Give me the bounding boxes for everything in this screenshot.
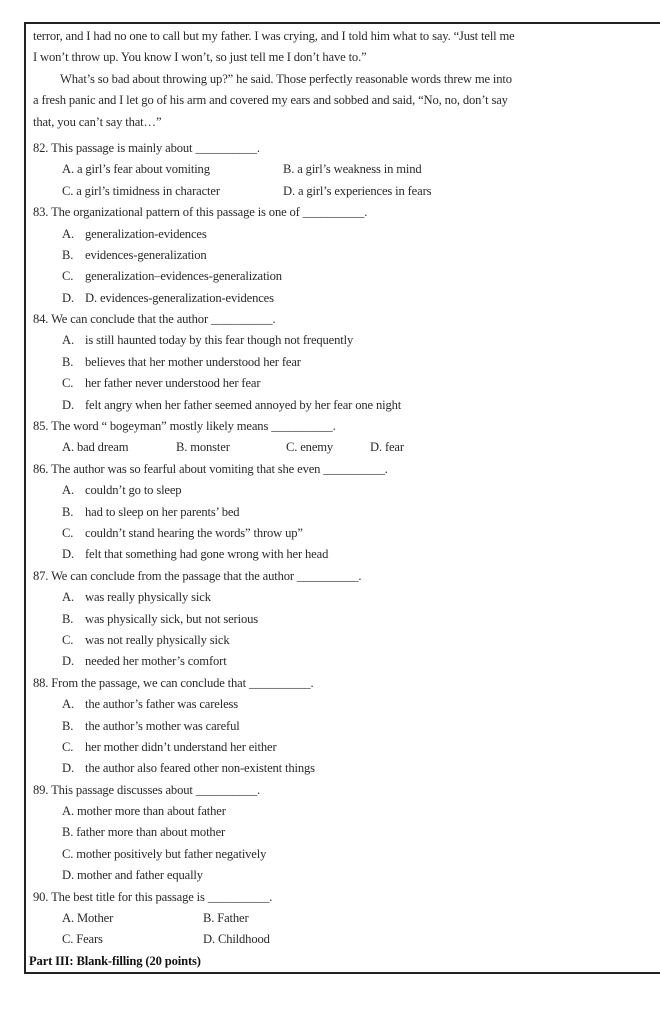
option-letter: C.	[62, 376, 74, 391]
question-stem: 87. We can conclude from the passage that the author __________.	[33, 568, 362, 583]
answer-option	[33, 352, 633, 373]
option-text: was not really physically sick	[85, 632, 230, 647]
option-text: couldn’t go to sleep	[85, 483, 182, 498]
question-90	[33, 887, 633, 951]
question-85	[33, 416, 633, 459]
answer-option	[33, 544, 633, 565]
answer-option	[33, 801, 633, 822]
answer-option-row	[33, 908, 633, 929]
option-letter: B.	[62, 611, 74, 626]
option-text: C. mother positively but father negatively	[62, 846, 267, 861]
option-text: generalization-evidences	[85, 226, 207, 241]
question-86	[33, 459, 633, 566]
option-text: was physically sick, but not serious	[85, 611, 258, 626]
answer-option	[33, 330, 633, 351]
option-text: needed her mother’s comfort	[85, 654, 227, 669]
answer-option	[33, 480, 633, 501]
option-letter: A.	[62, 697, 74, 712]
answer-option-row	[33, 437, 633, 458]
option-letter: C.	[62, 269, 74, 284]
answer-option	[33, 224, 633, 245]
option-letter: B.	[62, 718, 74, 733]
answer-option: B. a girl’s weakness in mind	[283, 162, 422, 177]
option-letter: C.	[62, 632, 74, 647]
option-letter: C.	[62, 525, 74, 540]
answer-option: C. enemy	[286, 440, 334, 455]
answer-option: A. bad dream	[62, 440, 129, 455]
question-stem: 85. The word “ bogeyman” mostly likely means __________.	[33, 419, 336, 434]
passage-line: I won’t throw up. You know I won’t, so just tell me I don’t have to.”	[33, 50, 367, 65]
option-text: the author’s mother was careful	[85, 718, 240, 733]
option-letter: D.	[62, 290, 74, 305]
option-letter: A.	[62, 226, 74, 241]
question-88	[33, 673, 633, 780]
part-heading: Part III: Blank-filling (20 points)	[29, 953, 201, 968]
answer-option	[33, 758, 633, 779]
answer-option	[33, 502, 633, 523]
answer-option	[33, 373, 633, 394]
answer-option: D. Childhood	[203, 932, 270, 947]
question-83	[33, 202, 633, 309]
option-text: couldn’t stand hearing the words” throw up”	[85, 525, 303, 540]
answer-option-row	[33, 929, 633, 950]
answer-option	[33, 694, 633, 715]
question-stem: 86. The author was so fearful about vomiting that she even __________.	[33, 461, 388, 476]
option-text: the author also feared other non-existent things	[85, 761, 315, 776]
answer-option: B. monster	[176, 440, 230, 455]
option-text: B. father more than about mother	[62, 825, 226, 840]
answer-option: D. fear	[370, 440, 404, 455]
question-89	[33, 780, 633, 887]
answer-option	[33, 523, 633, 544]
answer-option-row	[33, 181, 633, 202]
passage-line: that, you can’t say that…”	[33, 114, 162, 129]
passage-line: terror, and I had no one to call but my father. I was crying, and I told him what to say. “Just tell me	[33, 29, 515, 43]
question-stem: 90. The best title for this passage is __________.	[33, 889, 273, 904]
option-text: evidences-generalization	[85, 247, 207, 262]
question-stem: 83. The organizational pattern of this passage is one of __________.	[33, 205, 368, 220]
passage-line: a fresh panic and I let go of his arm and covered my ears and sobbed and said, “No, no, don’t say	[33, 93, 508, 108]
option-letter: D.	[62, 654, 74, 669]
option-text: A. mother more than about father	[62, 804, 226, 819]
answer-option: C. Fears	[62, 932, 103, 947]
answer-option: A. Mother	[62, 911, 114, 926]
option-text: D. evidences-generalization-evidences	[85, 290, 274, 305]
answer-option: D. a girl’s experiences in fears	[283, 183, 432, 198]
question-stem: 89. This passage discusses about __________.	[33, 782, 261, 797]
question-82	[33, 138, 633, 202]
answer-option	[33, 844, 633, 865]
answer-option	[33, 651, 633, 672]
answer-option: C. a girl’s timidness in character	[62, 183, 220, 198]
option-letter: B.	[62, 354, 74, 369]
question-stem: 84. We can conclude that the author __________.	[33, 312, 276, 327]
answer-option	[33, 630, 633, 651]
option-text: felt that something had gone wrong with her head	[85, 547, 329, 562]
answer-option	[33, 737, 633, 758]
option-text: her mother didn’t understand her either	[85, 739, 277, 754]
option-letter: A.	[62, 483, 74, 498]
answer-option	[33, 245, 633, 266]
question-list	[33, 138, 633, 951]
option-letter: C.	[62, 739, 74, 754]
answer-option	[33, 587, 633, 608]
option-text: generalization–evidences-generalization	[85, 269, 282, 284]
answer-option	[33, 822, 633, 843]
question-stem: 82. This passage is mainly about __________.	[33, 140, 260, 155]
question-84	[33, 309, 633, 416]
option-text: the author’s father was careless	[85, 697, 239, 712]
exam-content	[29, 26, 633, 972]
option-text: her father never understood her fear	[85, 376, 261, 391]
reading-passage	[33, 26, 633, 133]
option-letter: A.	[62, 333, 74, 348]
option-letter: B.	[62, 504, 74, 519]
option-text: D. mother and father equally	[62, 868, 203, 883]
answer-option: B. Father	[203, 911, 249, 926]
answer-option	[33, 716, 633, 737]
option-text: is still haunted today by this fear though not frequently	[85, 333, 354, 348]
question-stem: 88. From the passage, we can conclude that __________.	[33, 675, 314, 690]
answer-option	[33, 395, 633, 416]
answer-option: A. a girl’s fear about vomiting	[62, 162, 210, 177]
option-text: was really physically sick	[85, 590, 211, 605]
answer-option	[33, 266, 633, 287]
option-letter: B.	[62, 247, 74, 262]
option-letter: D.	[62, 397, 74, 412]
answer-option	[33, 288, 633, 309]
option-text: had to sleep on her parents’ bed	[85, 504, 240, 519]
option-text: believes that her mother understood her fear	[85, 354, 301, 369]
question-87	[33, 566, 633, 673]
option-text: felt angry when her father seemed annoyed by her fear one night	[85, 397, 402, 412]
option-letter: A.	[62, 590, 74, 605]
answer-option	[33, 865, 633, 886]
answer-option	[33, 609, 633, 630]
answer-option-row	[33, 159, 633, 180]
option-letter: D.	[62, 547, 74, 562]
passage-line: What’s so bad about throwing up?” he said. Those perfectly reasonable words threw me into	[60, 71, 512, 86]
option-letter: D.	[62, 761, 74, 776]
